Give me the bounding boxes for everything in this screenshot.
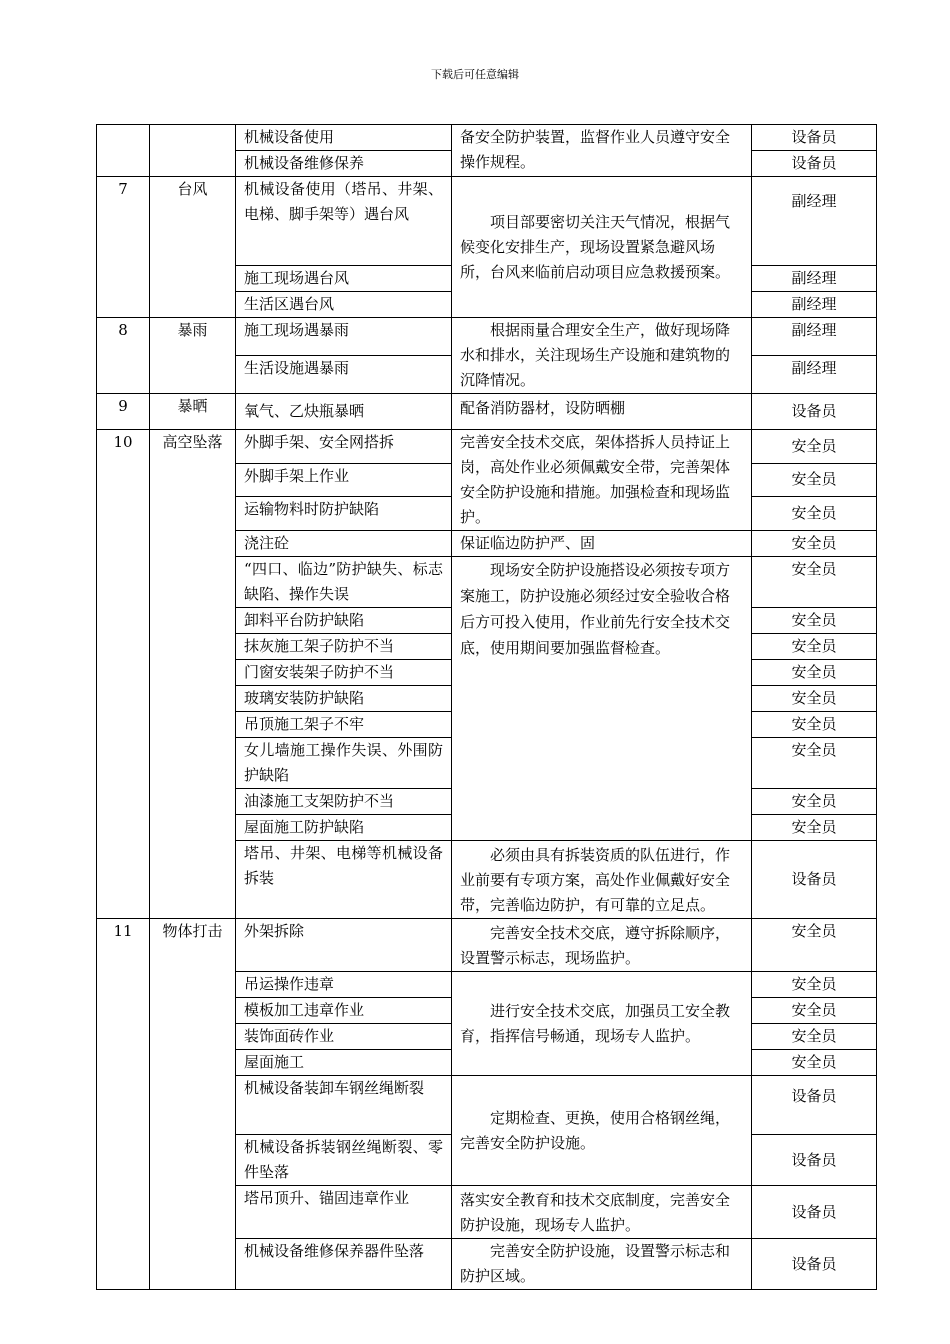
measure-text: 现场安全防护设施搭设必须按专项方案施工，防护设施必须经过安全验收合格后方可投入使用，作业前先行安全技术交底，使用期间要加强监督检查。 <box>460 561 731 657</box>
row-number: 8 <box>97 318 150 394</box>
table-row <box>97 318 877 356</box>
measure-text: 根据雨量合理安全生产，做好现场降水和排水，关注现场生产设施和建筑物的沉降情况。 <box>460 321 731 389</box>
row-number: 10 <box>97 430 150 919</box>
hazard-type <box>150 125 236 177</box>
hazard-source: 油漆施工支架防护不当 <box>236 789 452 815</box>
hazard-source: 机械设备拆装钢丝绳断裂、零件坠落 <box>236 1135 452 1186</box>
hazard-source: 生活区遇台风 <box>236 292 452 318</box>
hazard-type: 暴晒 <box>150 394 236 430</box>
responsible-person: 安全员 <box>752 660 877 686</box>
hazard-source: 玻璃安装防护缺陷 <box>236 686 452 712</box>
hazard-source: 氧气、乙炔瓶暴晒 <box>236 394 452 430</box>
responsible-person: 设备员 <box>752 1076 877 1135</box>
responsible-person: 设备员 <box>752 1135 877 1186</box>
control-measure <box>452 841 752 919</box>
control-measure <box>452 177 752 318</box>
responsible-person: 设备员 <box>752 841 877 919</box>
row-number: 7 <box>97 177 150 318</box>
measure-text: 必须由具有拆装资质的队伍进行，作业前要有专项方案，高处作业佩戴好安全带，完善临边防护，有可靠的立足点。 <box>460 846 731 914</box>
table-row <box>97 177 877 266</box>
hazard-source: 机械设备维修保养 <box>236 151 452 177</box>
hazard-source: 吊运操作违章 <box>236 972 452 998</box>
measure-text: 定期检查、更换，使用合格钢丝绳，完善安全防护设施。 <box>460 1108 731 1152</box>
control-measure: 备安全防护装置，监督作业人员遵守安全操作规程。 <box>452 125 752 177</box>
hazard-source: 机械设备使用 <box>236 125 452 151</box>
responsible-person: 安全员 <box>752 430 877 464</box>
hazard-source: 女儿墙施工操作失误、外围防护缺陷 <box>236 738 452 789</box>
hazard-source: 卸料平台防护缺陷 <box>236 608 452 634</box>
row-number: 9 <box>97 394 150 430</box>
responsible-person: 安全员 <box>752 463 877 497</box>
hazard-source: 浇注砼 <box>236 531 452 557</box>
responsible-person: 安全员 <box>752 634 877 660</box>
responsible-person: 安全员 <box>752 789 877 815</box>
hazard-source: 吊顶施工架子不牢 <box>236 712 452 738</box>
responsible-person: 设备员 <box>752 125 877 151</box>
hazard-source: 屋面施工 <box>236 1050 452 1076</box>
control-measure <box>452 919 752 972</box>
responsible-person: 安全员 <box>752 919 877 972</box>
hazard-source: 施工现场遇暴雨 <box>236 318 452 356</box>
responsible-person: 安全员 <box>752 712 877 738</box>
row-number <box>97 125 150 177</box>
responsible-person: 副经理 <box>752 318 877 356</box>
hazard-source: 外脚手架上作业 <box>236 463 452 497</box>
table-row <box>97 125 877 151</box>
hazard-source: 屋面施工防护缺陷 <box>236 815 452 841</box>
measure-text: 进行安全技术交底，加强员工安全教育，指挥信号畅通，现场专人监护。 <box>460 1001 731 1045</box>
hazard-source: 塔吊、井架、电梯等机械设备拆装 <box>236 841 452 919</box>
hazard-source: 运输物料时防护缺陷 <box>236 497 452 531</box>
measure-text: 项目部要密切关注天气情况，根据气候变化安排生产，现场设置紧急避风场所，台风来临前启动项目应急救援预案。 <box>460 212 731 281</box>
row-number: 11 <box>97 919 150 1290</box>
hazard-source: 施工现场遇台风 <box>236 266 452 292</box>
hazard-source: “四口、临边”防护缺失、标志缺陷、操作失误 <box>236 557 452 608</box>
hazard-source: 机械设备装卸车钢丝绳断裂 <box>236 1076 452 1135</box>
hazard-type: 暴雨 <box>150 318 236 394</box>
control-measure: 保证临边防护严、固 <box>452 531 752 557</box>
hazard-type: 物体打击 <box>150 919 236 1290</box>
hazard-source: 外架拆除 <box>236 919 452 972</box>
responsible-person: 设备员 <box>752 1239 877 1290</box>
control-measure: 配备消防器材，设防晒棚 <box>452 394 752 430</box>
responsible-person: 副经理 <box>752 356 877 394</box>
responsible-person: 副经理 <box>752 292 877 318</box>
hazard-type: 高空坠落 <box>150 430 236 919</box>
responsible-person: 安全员 <box>752 1050 877 1076</box>
hazard-source: 外脚手架、安全网搭拆 <box>236 430 452 464</box>
hazard-source: 生活设施遇暴雨 <box>236 356 452 394</box>
hazard-source: 抹灰施工架子防护不当 <box>236 634 452 660</box>
responsible-person: 安全员 <box>752 1024 877 1050</box>
responsible-person: 安全员 <box>752 608 877 634</box>
page-header: 下载后可任意编辑 <box>431 68 519 81</box>
hazard-source: 机械设备维修保养器件坠落 <box>236 1239 452 1290</box>
responsible-person: 副经理 <box>752 266 877 292</box>
measure-text: 完善安全防护设施，设置警示标志和防护区域。 <box>460 1242 731 1285</box>
responsible-person: 设备员 <box>752 151 877 177</box>
control-measure: 完善安全技术交底，架体搭拆人员持证上岗，高处作业必须佩戴安全带，完善架体安全防护设施和措施。加强检查和现场监护。 <box>452 430 752 531</box>
responsible-person: 安全员 <box>752 557 877 608</box>
responsible-person: 副经理 <box>752 177 877 266</box>
responsible-person: 安全员 <box>752 531 877 557</box>
measure-text: 完善安全技术交底，遵守拆除顺序，设置警示标志，现场监护。 <box>460 924 731 967</box>
hazard-type: 台风 <box>150 177 236 318</box>
responsible-person: 安全员 <box>752 738 877 789</box>
table-row <box>97 394 877 430</box>
table-row <box>97 430 877 464</box>
hazard-source: 门窗安装架子防护不当 <box>236 660 452 686</box>
responsible-person: 设备员 <box>752 394 877 430</box>
control-measure: 落实安全教育和技术交底制度，完善安全防护设施，现场专人监护。 <box>452 1186 752 1239</box>
responsible-person: 安全员 <box>752 497 877 531</box>
control-measure <box>452 1239 752 1290</box>
hazard-source: 模板加工违章作业 <box>236 998 452 1024</box>
control-measure <box>452 1076 752 1186</box>
responsible-person: 安全员 <box>752 815 877 841</box>
control-measure <box>452 972 752 1076</box>
control-measure <box>452 557 752 841</box>
control-measure <box>452 318 752 394</box>
hazard-source: 装饰面砖作业 <box>236 1024 452 1050</box>
responsible-person: 设备员 <box>752 1186 877 1239</box>
hazard-source: 塔吊顶升、锚固违章作业 <box>236 1186 452 1239</box>
hazard-source: 机械设备使用（塔吊、井架、电梯、脚手架等）遇台风 <box>236 177 452 266</box>
responsible-person: 安全员 <box>752 686 877 712</box>
risk-control-table <box>96 124 877 1290</box>
responsible-person: 安全员 <box>752 972 877 998</box>
responsible-person: 安全员 <box>752 998 877 1024</box>
table-row <box>97 919 877 972</box>
